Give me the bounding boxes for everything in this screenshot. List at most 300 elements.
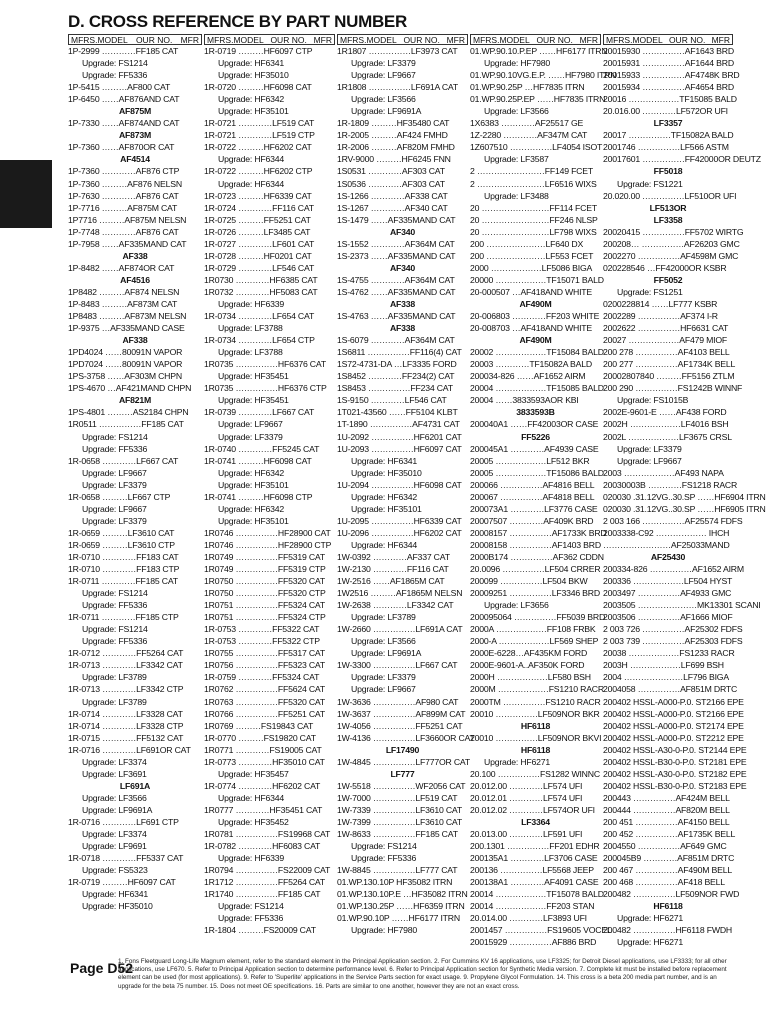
xref-row: Upgrade: HF6344 [218, 178, 285, 189]
xref-row: Upgrade: LF9691A [82, 804, 153, 815]
xref-row: 200 …………………LF640 DX [470, 238, 584, 249]
xref-row: Upgrade: LF9667 [82, 503, 147, 514]
xref-row: 1R0511 ……………FF185 CAT [68, 419, 184, 430]
xref-row: 200138A1 …………AF4091 CASE [470, 877, 599, 888]
xref-row: Upgrade: HF35451 [218, 395, 289, 406]
xref-row: 1R0751 ……………FF5324 CAT [204, 600, 325, 611]
xref-row: 2000-A ………………LF569 SHEP [470, 636, 599, 647]
xref-row: 1R-2006 ………AF820M FMHD [337, 142, 455, 153]
xref-row: 01.WP.90.10.P.EP ……HF6177 ITRN [470, 46, 608, 56]
xref-row: 1P-5415 ………AF800 CAT [68, 82, 171, 93]
xref-row: 1S0536 …………AF303 CAT [337, 178, 445, 189]
xref-row: 1S-1479 ……AF335MAND CAT [337, 214, 456, 225]
xref-row: 200482 ……………HF6118 FWDH [603, 925, 732, 936]
xref-row: 1R-0727 …………LF601 CAT [204, 238, 315, 249]
xref-row: 1R-0715 …………FF5132 CAT [68, 732, 184, 743]
xref-row: 3833593B [516, 407, 555, 418]
xref-row: 2004550 ……………AF649 GMC [603, 841, 727, 852]
xref-row: 20.012.02 …………LF574OR UFI [470, 804, 595, 815]
xref-row: 20015933 ……………AF4748K BRD [603, 70, 740, 81]
xref-row: 20015931 ……………AF1644 BRD [603, 58, 734, 69]
xref-row: Upgrade: LF3374 [82, 756, 147, 767]
xref-row: Upgrade: LF3566 [82, 792, 147, 803]
xref-row: 1Z607510 ……………LF4054 ISOT [470, 142, 603, 153]
xref-row: AF490M [519, 298, 552, 309]
xref-row: 1R0766 ……………FF5251 CAT [204, 708, 325, 719]
xref-row: 2002270 ……………AF4598M GMC [603, 250, 739, 261]
xref-row: 1R0777 …………HF35451 CAT [204, 804, 323, 815]
xref-row: 020030 .31.12VG..30.SP ……HF6904 ITRN [603, 491, 766, 502]
xref-row: 1P-8483 ………AF873M CAT [68, 298, 178, 309]
xref-row: 1R0751 ……………FF5324 CTP [204, 612, 326, 623]
xref-row: 2000TM ……………FS1210 RACR [470, 696, 601, 707]
xref-row: LF3358 [653, 214, 683, 225]
xref-row: 1R-0710 …………FF183 CAT [68, 551, 179, 562]
xref-row: 2001457 ……………FS19605 VOCEL [470, 925, 612, 936]
xref-row: 0200228814 ……LF777 KSBR [603, 298, 718, 309]
xref-row: 200045B9 …………AF851M DRTC [603, 853, 735, 864]
header-cell: OUR NO. [668, 35, 706, 45]
xref-row: 1PS-4801 ………AS2184 CHPN [68, 407, 189, 418]
xref-row: 200.1301 ……………FF201 EDHR [470, 841, 600, 852]
xref-row: 1R-0714 …………LF3328 CTP [68, 720, 184, 731]
xref-row: Upgrade: LF9667 [218, 419, 283, 430]
xref-row: 1W-2638 …………LF3342 CAT [337, 600, 454, 611]
xref-row: Upgrade: LF9667 [351, 684, 416, 695]
xref-row: 1P-7360 ………AF876 NELSN [68, 178, 182, 189]
xref-row: 200073A1 …………LF3776 CASE [470, 503, 598, 514]
xref-row: 200034-826 ……AF1652 AIRM [470, 371, 586, 382]
header-cell: MFRS.MODEL [207, 35, 264, 45]
xref-row: 20017601 ……………FF42000OR DEUTZ [603, 154, 761, 165]
xref-row: 1W-8633 ……………FF185 CAT [337, 829, 458, 840]
xref-row: 1U-2094 ……………HF6098 CAT [337, 479, 462, 490]
xref-row: 1P-8482 ……AF874OR CAT [68, 262, 175, 273]
xref-row: 1PD4024 ……80091N VAPOR [68, 347, 183, 358]
xref-row: LF3357 [653, 118, 683, 129]
xref-row: 1W-2130 …………FF116 CAT [337, 564, 449, 575]
xref-row: 1W-4845 ……………LF777OR CAT [337, 756, 470, 767]
xref-row: Upgrade: FS1214 [218, 901, 284, 912]
xref-row: 1R-0722 ………HF6202 CTP [204, 166, 313, 177]
xref-row: 200402 HSSL-B30-0-P.0. ST2181 EPE [603, 756, 747, 767]
xref-row: Upgrade: HF7980 [484, 58, 551, 69]
header-cell: MFR [446, 35, 465, 45]
xref-row: 2003338-C92 ……………… IHCH [603, 527, 730, 538]
xref-row: 2000M ………………FS1210 RACR [470, 684, 604, 695]
xref-row: 1W-3636 ……………AF980 CAT [337, 696, 459, 707]
xref-row: 1R0750 ……………FF5320 CTP [204, 588, 326, 599]
xref-row: 2002L ………………LF3675 CRSL [603, 431, 732, 442]
xref-row: Upgrade: LF3656 [484, 600, 549, 611]
xref-row: 1S-1266 …………AF338 CAT [337, 190, 448, 201]
xref-row: 2 003 166 ……………AF25574 FDFS [603, 515, 743, 526]
xref-row: 20-000507 …AF418AND WHITE [470, 286, 592, 297]
xref-row: Upgrade: FF5336 [82, 600, 148, 611]
xref-row: 01.WP.90.10P ……HF6177 ITRN [337, 913, 460, 924]
xref-row: Upgrade: HF6344 [218, 154, 285, 165]
xref-row: 20007507 …………AF409K BRD [470, 515, 594, 526]
xref-row: 2000A ………………FF108 FRBK [470, 624, 596, 635]
xref-row: 1P-7748 …………AF876 CAT [68, 226, 179, 237]
xref-row: Upgrade: LF3788 [218, 323, 283, 334]
section-tab [0, 160, 52, 228]
xref-row: 1R-0759 …………FF5324 CAT [204, 672, 320, 683]
xref-row: 1W-5518 ……………WF2056 CAT [337, 780, 466, 791]
xref-row: Upgrade: LF3691 [82, 768, 147, 779]
xref-row: 020030 .31.12VG..30.SP ……HF6905 ITRN [603, 503, 766, 514]
xref-row: 1R-0734 …………LF654 CAT [204, 311, 315, 322]
xref-row: LF691A [119, 780, 151, 791]
xref-row: 20003 …………TF15082A BALD [470, 359, 592, 370]
xref-row: 2003 ………………AF493 NAPA [603, 467, 724, 478]
xref-row: 020228546 …FF42000OR KSBR [603, 262, 727, 273]
xref-row: 200 451 ……………AF4150 BELL [603, 817, 730, 827]
xref-row: Upgrade: LF3587 [484, 154, 549, 165]
xref-row: Upgrade: LF3488 [484, 190, 549, 201]
xref-row: 200 468 ……………AF418 BELL [603, 877, 725, 888]
xref-row: 2000E-9601-A..AF350K FORD [470, 660, 585, 671]
xref-row: 20.0096 ……………LF504 CRRER [470, 564, 601, 575]
xref-row: 01.WP.90.25P.EP ……HF7835 ITRN [470, 94, 606, 105]
xref-row: 1R0794 ……………FS22009 CAT [204, 865, 331, 876]
xref-row: 200402 HSSL-A000-P.0. ST2174 EPE [603, 720, 744, 731]
xref-row: HF6118 [520, 720, 551, 731]
xref-row: 1R-0719 ………HF6097 CAT [68, 877, 176, 888]
header-cell: OUR NO. [403, 35, 440, 45]
xref-row: HF6118 [520, 744, 551, 755]
xref-row: 1P-9375 …AF335MAND CASE [68, 323, 185, 334]
xref-row: Upgrade: LF3379 [351, 58, 416, 69]
xref-row: Upgrade: FF5336 [218, 913, 284, 924]
xref-row: 1P-7360 …………AF876 CTP [68, 166, 180, 177]
xref-row: 1U-2092 ……………HF6201 CAT [337, 431, 462, 442]
xref-row: 1R-0658 ………LF667 CTP [68, 491, 171, 502]
xref-row: 20005 ………………LF512 BKR [470, 455, 590, 466]
xref-row: AF490M [519, 335, 552, 346]
xref-row: 20008158 ……………AF1403 BRD [470, 539, 601, 550]
xref-row: 1R-0719 ………HF6097 CTP [204, 46, 313, 56]
xref-row: 200208… ……………AF26203 GMC [603, 238, 740, 249]
xref-row: 1P8482 ………AF874 NELSN [68, 286, 180, 297]
xref-row: 200 278 ……………AF4103 BELL [603, 347, 730, 358]
xref-row: 2001746 ……………LF566 ASTM [603, 142, 729, 153]
xref-row: 20005 ………………TF15086 BALD [470, 467, 604, 478]
xref-row: 200482 ……………LF509NOR FWD [603, 889, 740, 900]
xref-row: 1R0749 ……………FF5319 CAT [204, 551, 325, 562]
xref-row: 200095064 ……………FF5039 BRD [470, 612, 606, 623]
xref-row: 20027 ………………AF479 MIOF [603, 335, 728, 346]
xref-row: Upgrade: LF3789 [351, 612, 416, 623]
xref-row: 20008157 ……………AF1733K BRD [470, 527, 607, 538]
xref-row: 1S8452 …………FF234(2) CAT [337, 371, 455, 382]
xref-row: 200067 ……………AF4818 BELL [470, 491, 595, 502]
xref-row: AF821M [118, 395, 152, 406]
xref-row: Upgrade: LF3788 [218, 347, 283, 358]
xref-row: 1R-0753 …………FF5322 CTP [204, 636, 320, 647]
xref-row: Upgrade: LF3566 [484, 106, 549, 117]
xref-row: 1R-0714 …………LF3328 CAT [68, 708, 183, 719]
xref-row: Upgrade: HF35101 [218, 479, 289, 490]
xref-row: 1S-1552 …………AF364M CAT [337, 238, 455, 249]
header-cell: MFR [313, 35, 332, 45]
xref-row: 1S0531 …………AF303 CAT [337, 166, 445, 177]
xref-row: Upgrade: LF3374 [82, 829, 147, 840]
xref-row: 1R-1809 ………HF35480 CAT [337, 118, 450, 129]
xref-row: 20030003B …………FS1218 RACR [603, 479, 738, 490]
xref-row: 1R-0659 ………LF3610 CTP [68, 539, 175, 550]
xref-row: 2 003 726 ……………AF25302 FDFS [603, 624, 743, 635]
column-2 [204, 34, 335, 950]
xref-row: Upgrade: HF6342 [218, 503, 285, 514]
xref-row: Upgrade: HF35101 [218, 106, 289, 117]
xref-row: Upgrade: HF6271 [484, 756, 551, 767]
xref-row: 20-006803 …………FF203 WHITE [470, 311, 600, 322]
xref-row: 2003497 ……………AF4933 GMC [603, 588, 732, 599]
header-cell: MFR [579, 35, 598, 45]
xref-row: 1R0749 ……………FF5319 CTP [204, 564, 326, 575]
xref-row: Upgrade: FS1214 [82, 588, 148, 599]
xref-row: 20015929 ……………AF886 BRD [470, 937, 597, 948]
xref-row: 1PS-4670 …AF421MAND CHPN [68, 383, 192, 394]
xref-row: Upgrade: HF6271 [617, 937, 684, 948]
xref-row: 1RV-9000 ………HF6245 FNN [337, 154, 451, 165]
xref-row: 1W2516 ………AF1865M NELSN [337, 588, 463, 599]
xref-row: 01.WP.130.10P.E …HF35082 ITRN [337, 889, 468, 900]
xref-row: 1R1712 ……………FF5264 CAT [204, 877, 325, 888]
xref-row: 1R-0720 ………HF6098 CAT [204, 82, 312, 93]
xref-row: 1W-2660 ……………LF691A CAT [337, 624, 463, 635]
xref-row: 200066 ……………AF4816 BELL [470, 479, 595, 490]
xref-row: 20 ……………………FF246 NLSP [470, 214, 598, 225]
xref-row: 2000 ………………LF5086 BIGA [470, 262, 593, 273]
xref-row: 200402 HSSL-A000-P.0. ST2166 EPE [603, 708, 744, 719]
xref-row: 1R-0741 ………HF6098 CAT [204, 455, 312, 466]
xref-row: 1X6383 …………AF25517 GE [470, 118, 584, 129]
xref-row: 20.013.00 …………LF591 UFI [470, 829, 583, 840]
xref-row: 2000H ………………LF580 BSH [470, 672, 591, 683]
xref-row: 20000 ………………TF15071 BALD [470, 274, 604, 285]
xref-row: AF25430 [650, 551, 686, 562]
xref-row: 200336 ………………LF504 HYST [603, 576, 733, 587]
xref-row: 200 277 ……………AF1734K BELL [603, 359, 736, 370]
xref-row: 1R-2005 ………AF424 FMHD [337, 130, 448, 141]
xref-row: 20014 ………………FF203 STAN [470, 901, 595, 912]
xref-row: 1P-7716 ………AF875M CAT [68, 202, 178, 213]
xref-row: 200099 ……………LF504 BKW [470, 576, 588, 587]
page-number: Page D52 [70, 960, 134, 976]
column-3 [337, 34, 475, 950]
xref-row: 1Z-2280 …………AF347M CAT [470, 130, 588, 141]
xref-row: 1W-2516 ……AF1865M CAT [337, 576, 445, 587]
footnote: 1. Fons Fleetguard Long-Life Magnum element, refer to the standard element in the Principal Application section. 2. For Cummins KV 16 applications, use LF3325; for Detroit Diesel applications, use LF3333; for all other applications, use LF670. 5. Refer to Principal Application section to determine performance level. 6. Refer to Principal Application section for Synthetic Media version. 7. Complete kit must be installed before replacement element can be used (for most applications). 9. Refer to 'Superlite' applications in the Service Parts section for exact usage. 9. Propylene Glycol Formulation. 14. This cross is a beta 200 media part number, and is an upgrade for the beta 75 number. 15. Does not meet OE specifications. 16. Parts are similar to one another, however they are not an exact cross. [118, 958, 727, 990]
xref-row: Upgrade: LF3789 [82, 696, 147, 707]
xref-row: 1S-9150 …………LF546 CAT [337, 395, 447, 406]
xref-row: 200040A1 ……FF42003OR CASE [470, 419, 599, 430]
xref-row: 2003506 ……………AF1666 MIOF [603, 612, 733, 623]
xref-row: Upgrade: LF3789 [82, 672, 147, 683]
xref-row: Upgrade: FF5336 [82, 443, 148, 454]
xref-row: 20020415 ……………FF5702 WIRTG [603, 226, 744, 237]
xref-row: 1R-0725 ………FF5251 CAT [204, 214, 311, 225]
xref-row: 1R-0713 …………LF3342 CAT [68, 660, 183, 671]
xref-row: Upgrade: LF3566 [351, 94, 416, 105]
xref-row: 2004 …………………LF796 BIGA [603, 672, 729, 683]
xref-row: Upgrade: HF35451 [218, 371, 289, 382]
xref-row: 1U-2096 ……………HF6202 CAT [337, 527, 462, 538]
xref-row: 200402 HSSL-A30-0-P.0. ST2182 EPE [603, 768, 747, 779]
xref-row: 1R-0728 ………HF0201 CAT [204, 250, 312, 261]
xref-row: Upgrade: HF35452 [218, 817, 289, 827]
xref-row: AF340 [389, 226, 416, 237]
xref-row: Upgrade: FF5336 [82, 636, 148, 647]
xref-row: 200 290 ……………FS1242B WINNF [603, 383, 743, 394]
xref-row: 1T-1890 ……………AF4731 CAT [337, 419, 460, 430]
column-header [603, 34, 733, 45]
xref-row: 2003505 …………………MK13301 SCANI [603, 600, 761, 611]
xref-row: Upgrade: HF6342 [218, 94, 285, 105]
xref-row: 1R0771 …………FS19005 CAT [204, 744, 322, 755]
xref-row: 1R-0740 …………FF5245 CAT [204, 443, 320, 454]
xref-row: 200135A1 …………LF3706 CASE [470, 853, 598, 864]
xref-row: 1W-7000 ……………LF519 CAT [337, 792, 458, 803]
xref-row: 1R0732 …………HF5083 CAT [204, 286, 318, 297]
xref-row: 1P-7958 ……AF335MAND CAT [68, 238, 187, 249]
xref-row: 1S-1267 …………AF340 CAT [337, 202, 448, 213]
xref-row: 20004 ……3833593AOR KBI [470, 395, 579, 406]
page-title: D. CROSS REFERENCE BY PART NUMBER [68, 12, 407, 31]
xref-row: 1W-7399 ……………LF3610 CAT [337, 817, 462, 827]
xref-row: 20.012.01 …………LF574 UFI [470, 792, 583, 803]
xref-row: 20017 ……………TF15082A BALD [603, 130, 734, 141]
xref-row: 1R-0658 …………LF667 CAT [68, 455, 179, 466]
xref-row: 1R0750 ……………FF5320 CAT [204, 576, 325, 587]
xref-row: 1R0746 ……………HF28900 CAT [204, 527, 331, 538]
xref-row: 1R-0713 …………LF3342 CTP [68, 684, 184, 695]
xref-row: Upgrade: LF9667 [617, 455, 682, 466]
xref-row: 1R-0726 ………LF3485 CAT [204, 226, 311, 237]
xref-row: 2002289 ……………AF374 I-R [603, 311, 718, 322]
xref-row: Upgrade: HF35101 [218, 515, 289, 526]
xref-row: 1R0762 ……………FF5624 CAT [204, 684, 325, 695]
xref-row: 1R-0773 …………HF35010 CAT [204, 756, 325, 767]
xref-row: 20014 ………………TF15078 BALD [470, 889, 604, 900]
xref-row: Upgrade: FS1015B [617, 395, 689, 406]
xref-row: 200 467 ……………AF490M BELL [603, 865, 732, 876]
xref-row: 1S-4755 …………AF364M CAT [337, 274, 455, 285]
xref-row: AF4514 [120, 154, 150, 165]
xref-row: 20016 ………………TF15085 BALD [603, 94, 737, 105]
xref-row: 1R-0723 ………HF6339 CAT [204, 190, 312, 201]
xref-row: 1S8453 ……………FF234 CAT [337, 383, 453, 394]
header-cell: MFRS.MODEL [71, 35, 128, 45]
xref-row: Upgrade: HF6339 [218, 853, 285, 864]
xref-row: 1R-0753 …………FF5322 CAT [204, 624, 320, 635]
xref-row: 1P-7330 ……AF874AND CAT [68, 118, 180, 129]
xref-row: Upgrade: LF3379 [82, 515, 147, 526]
xref-row: 1R0746 ……………HF28900 CTP [204, 539, 332, 550]
xref-row: 1R-0741 ………HF6098 CTP [204, 491, 313, 502]
xref-row: 200444 ……………AF820M BELL [603, 804, 730, 815]
xref-row: 20002807840 ………FF5156 ZTLM [603, 371, 735, 382]
xref-row: AF338 [389, 298, 416, 309]
xref-row: Upgrade: FS1251 [617, 286, 683, 297]
xref-row: 1R-0724 …………FF116 CAT [204, 202, 314, 213]
xref-row: 20.014.00 …………LF3893 UFI [470, 913, 587, 924]
xref-row: 1PD7024 ……80091N VAPOR [68, 359, 183, 370]
xref-row: 20038 ………………FS1233 RACR [603, 648, 735, 659]
xref-row: FF5226 [521, 431, 550, 442]
xref-row: 20.016.00 …………LF572OR UFI [603, 106, 728, 117]
xref-row: 1W-3637 ……………AF899M CAT [337, 708, 466, 719]
xref-row: 1W-4056 ……………FF5251 CAT [337, 720, 463, 731]
xref-row: 1P-2999 …………FF185 CAT [68, 46, 179, 56]
xref-row: 1R0769 ………FS19843 CAT [204, 720, 314, 731]
xref-row: 1R0763 ……………FF5320 CAT [204, 696, 325, 707]
xref-row: 2003H ………………LF699 BSH [603, 660, 724, 671]
xref-row: 1R-0722 ………HF6202 CAT [204, 142, 312, 153]
xref-row: 200402 HSSL-A30-0-P.0. ST2144 EPE [603, 744, 747, 755]
xref-row: 1R-0729 …………LF546 CAT [204, 262, 315, 273]
xref-row: 1R-0721 …………LF519 CAT [204, 118, 315, 129]
xref-row: Upgrade: HF6341 [351, 455, 418, 466]
column-header [470, 34, 601, 45]
header-cell: OUR NO. [135, 35, 173, 45]
xref-row: Upgrade: LF3379 [351, 672, 416, 683]
xref-row: 1R-1804 ………FS20009 CAT [204, 925, 316, 936]
xref-row: 1R-0711 …………FF185 CTP [68, 612, 179, 623]
xref-row: 20 ……………………LF798 WIXS [470, 226, 597, 237]
header-cell: MFRS.MODEL [473, 35, 530, 45]
xref-row: Upgrade: FS5323 [82, 865, 148, 876]
xref-row: Upgrade: FS1214 [82, 58, 148, 69]
xref-row: 1R1740 ……………FF185 CAT [204, 889, 321, 900]
xref-row: 1S-4763 ……AF335MAND CAT [337, 311, 456, 322]
column-header [204, 34, 335, 45]
xref-row: 200045A1 …………AF4939 CASE [470, 443, 599, 454]
column-header [337, 34, 468, 45]
xref-row: 20009251 ……………LF3346 BRD [470, 588, 600, 599]
xref-row: 1T021-43560 ……FF5104 KLBT [337, 407, 458, 418]
xref-row: 20.020.00 ……………LF510OR UFI [603, 190, 737, 201]
header-cell: OUR NO. [536, 35, 573, 45]
xref-row: 1R-0659 ………LF3610 CAT [68, 527, 175, 538]
xref-row: AF875M [118, 106, 152, 117]
xref-row: LF777 [390, 768, 415, 779]
xref-row: AF338 [122, 250, 148, 261]
xref-row: Upgrade: HF6342 [218, 467, 285, 478]
xref-row: 1R0756 ……………FF5323 CAT [204, 660, 325, 671]
xref-row: Upgrade: LF9691 [82, 841, 147, 852]
xref-row: 1R0730 …………HF6385 CAT [204, 274, 318, 285]
xref-row: 1U-2093 ……………HF6097 CAT [337, 443, 462, 454]
xref-row: LF513OR [649, 202, 687, 213]
xref-row: 2002622 ……………HF6631 CAT [603, 323, 729, 334]
xref-row: 2000B174 ……………AF362 CDDN [470, 551, 604, 562]
xref-row: 200 452 ……………AF1735K BELL [603, 829, 736, 840]
xref-row: AF338 [122, 335, 148, 346]
xref-row: Upgrade: FS1214 [351, 841, 417, 852]
xref-row: 1S-2373 ……AF335MAND CAT [337, 250, 456, 261]
xref-row: 2000E-6228…AF435KM FORD [470, 648, 588, 659]
xref-row: 1R-0712 …………FF5264 CAT [68, 648, 184, 659]
xref-row: 200402 HSSL-A000-P.0. ST2166 EPE [603, 696, 744, 707]
xref-row: 1P-6450 ……AF876AND CAT [68, 94, 180, 105]
xref-row: Upgrade: HF35010 [82, 901, 153, 912]
xref-row: Upgrade: HF35101 [351, 503, 422, 514]
xref-row: 1S72-4731-DA …LF3335 FORD [337, 359, 457, 370]
xref-row: Upgrade: LF3379 [617, 443, 682, 454]
